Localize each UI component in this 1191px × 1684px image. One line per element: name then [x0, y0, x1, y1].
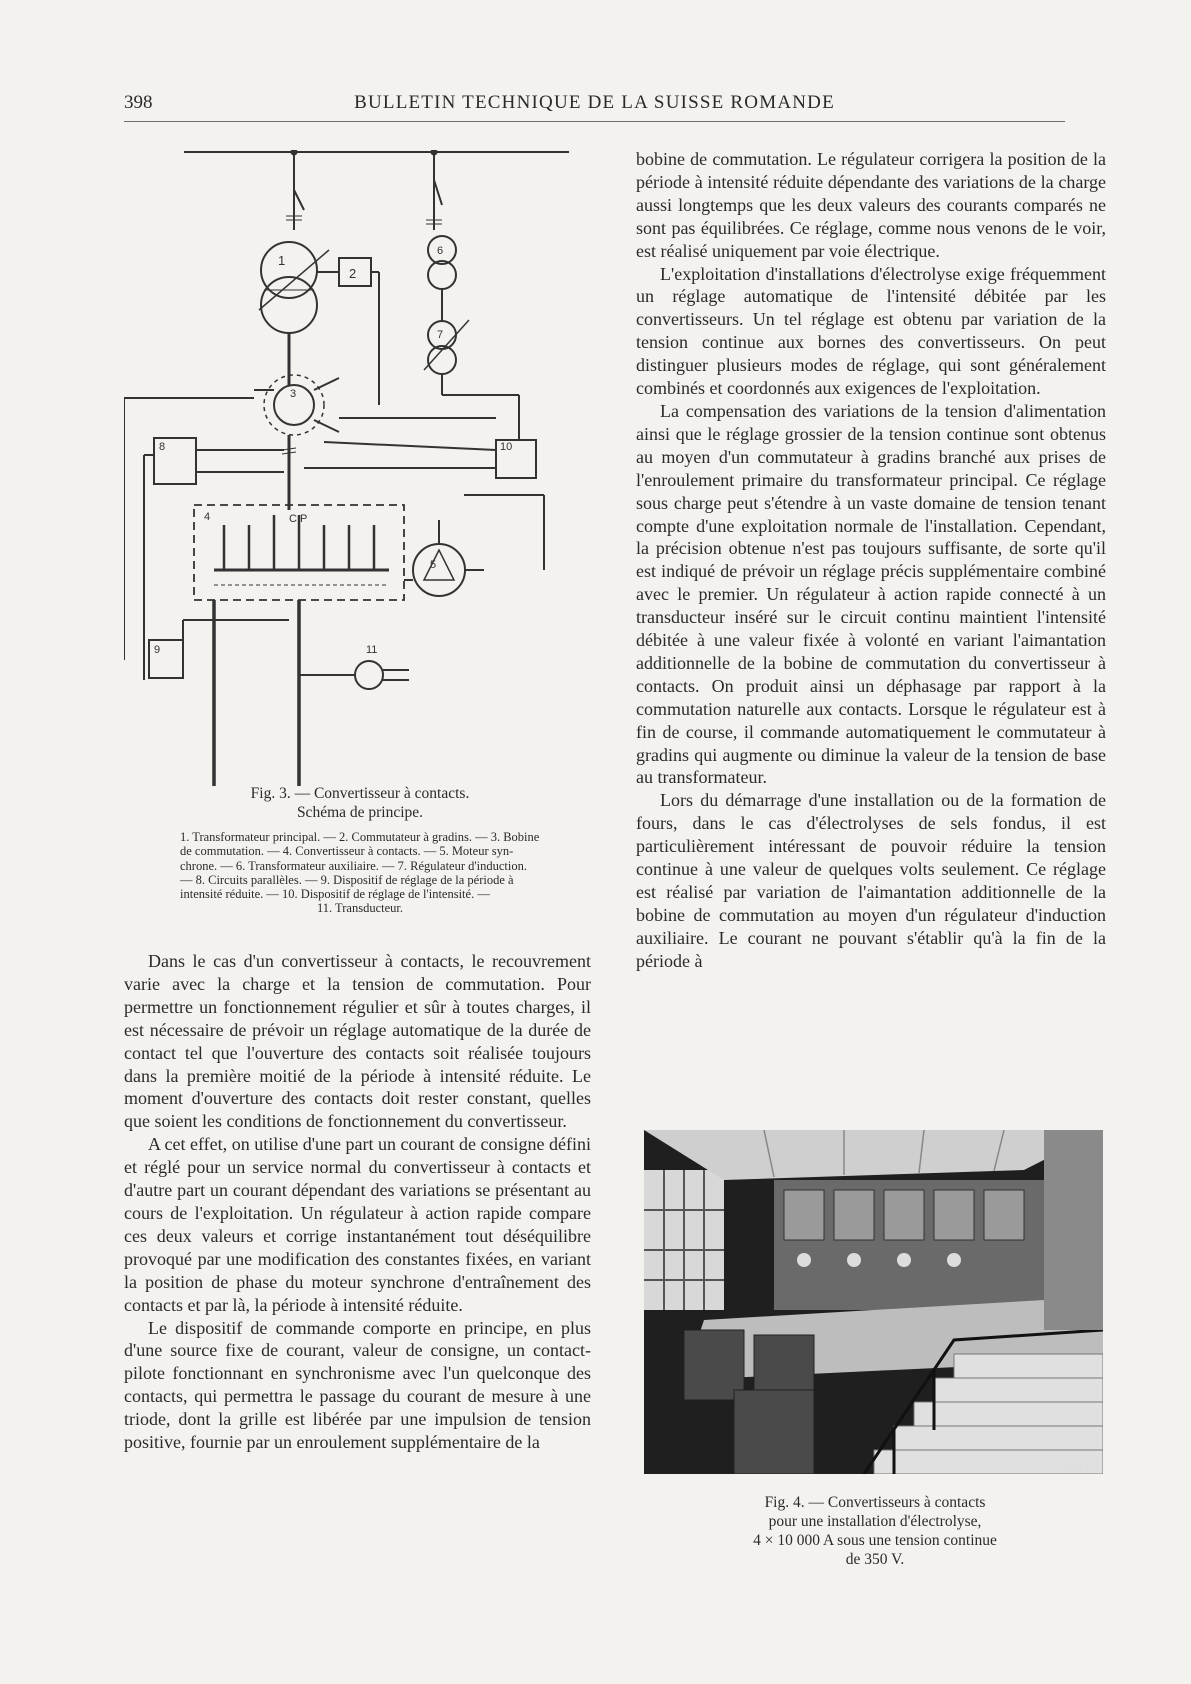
label-3: 3: [290, 388, 297, 400]
fig3-caption-line2: Schéma de principe.: [296, 804, 424, 821]
label-4: 4: [204, 511, 211, 523]
right-column-text: [636, 148, 1106, 973]
page-number: 398: [124, 92, 153, 113]
paragraph: bobine de commutation. Le régulateur corrigera la position de la période à intensité réduite dépendante des variations de la charge aussi longtemps que les deux valeurs des courants comparés ne sont pas équilibrées. Ce réglage, comme nous venons de le voir, est réalisé uniquement par voie électrique.: [636, 149, 1106, 261]
fig3-legend-line: — 8. Circuits parallèles. — 9. Dispositif de réglage de la période à: [180, 872, 514, 887]
label-2: 2: [349, 266, 357, 281]
fig3-legend-line: intensité réduite. — 10. Dispositif de réglage de l'intensité. —: [180, 887, 490, 902]
label-6: 6: [437, 245, 444, 257]
header-rule: [124, 121, 1065, 122]
label-8: 8: [159, 441, 166, 453]
fig3-legend-line: 11. Transducteur.: [317, 901, 403, 916]
fig3-legend-line: 1. Transformateur principal. — 2. Commutateur à gradins. — 3. Bobine: [180, 830, 540, 844]
label-5: 5: [430, 559, 437, 571]
fig4-caption-line: de 350 V.: [845, 1551, 905, 1568]
paragraph: A cet effet, on utilise d'une part un courant de consigne défini et réglé pour un service normal du convertisseur à contacts et d'autre part un courant dépendant des variations se présentant au cours de l'exploitation. Un régulateur à action rapide compare ces deux valeurs et corrige instantanément tout déséquilibre provoqué par une modification des constantes fixées, en variant la position de phase du moteur synchrone d'entraînement des contacts et par là, la période à intensité réduite.: [124, 1134, 591, 1315]
fig3-legend-line: chrone. — 6. Transformateur auxiliaire. — 7. Régulateur d'induction.: [180, 858, 527, 873]
paragraph: L'exploitation d'installations d'électrolyse exige fréquemment un réglage automatique de l'intensité débitée par les convertisseurs. Un tel réglage est obtenu par variation de la tension continue aux bornes des convertisseurs. On peut distinguer plusieurs modes de réglage, qui sont généralement combinés et coordonnés aux exigences de l'exploitation.: [636, 263, 1106, 399]
label-1: 1: [278, 253, 286, 268]
fig4-caption-line: pour une installation d'électrolyse,: [768, 1513, 982, 1530]
fig3-caption-line1: Fig. 3. — Convertisseur à contacts.: [250, 785, 470, 802]
fig3-schematic: [124, 150, 594, 786]
fig3-legend: [180, 830, 540, 916]
paragraph: Le dispositif de commande comporte en principe, en plus d'une source fixe de courant, valeur de consigne, un contact-pilote fonctionnant en synchronisme avec l'un quelconque des contacts, qui permettra le passage du courant de mesure à une triode, dont la grille est libérée par une impulsion de tension positive, fournie par un enroulement supplémentaire de la: [124, 1317, 591, 1453]
fig3-caption: [180, 784, 540, 822]
paragraph: Lors du démarrage d'une installation ou de la formation de fours, dans le cas d'électrolyses de sels fondus, il est particulièrement intéressant de pouvoir réduire la tension continue à une valeur de quelques volts seulement. Ce réglage est réalisé par variation de l'aimantation additionnelle de la bobine de commutation au moyen d'un régulateur d'induction auxiliaire. Le courant ne pouvant s'établir qu'à la fin de la période à: [636, 790, 1106, 971]
paragraph: Dans le cas d'un convertisseur à contacts, le recouvrement varie avec la charge et la tension de commutation. Pour permettre un fonctionnement régulier et sûr à toutes charges, il est nécessaire de prévoir un réglage automatique de la durée de contact tel que l'ouverture des contacts soit réalisée toujours dans la première moitié de la période à intensité réduite. Le moment d'ouverture des contacts doit rester constant, quelles que soient les conditions de fonctionnement du convertisseur.: [124, 951, 591, 1132]
motor-5: [413, 544, 465, 596]
label-9: 9: [154, 644, 161, 656]
journal-title: BULLETIN TECHNIQUE DE LA SUISSE ROMANDE: [354, 92, 835, 113]
fig4-photo: [644, 1130, 1103, 1474]
label-7: 7: [437, 329, 444, 341]
fig4-caption-line: Fig. 4. — Convertisseurs à contacts: [764, 1494, 986, 1511]
photo-number: 85424: [1064, 1462, 1090, 1472]
label-cp: C P: [289, 513, 308, 525]
label-11: 11: [366, 644, 378, 656]
left-column-text: [124, 950, 591, 1454]
fig4-caption-line: 4 × 10 000 A sous une tension continue: [753, 1532, 997, 1549]
transducer-11: [355, 661, 383, 689]
label-10: 10: [500, 441, 513, 453]
paragraph: La compensation des variations de la tension d'alimentation ainsi que le réglage grossier de la tension continue sont obtenus au moyen d'un commutateur à gradins branché aux prises de l'enroulement primaire du transformateur principal. Ce réglage sous charge peut s'étendre à un vaste domaine de tension tenant compte d'une exploitation normale de l'installation. Cependant, la précision obtenue n'est pas toujours suffisante, de sorte qu'il est indiqué de prévoir un réglage précis supplémentaire combiné avec le premier. Un régulateur à action rapide connecté à un transducteur inséré sur le circuit continu maintient l'intensité débitée à une valeur fixée à volonté en variant l'aimantation additionnelle de la bobine de commutation du convertisseur à contacts. On produit ainsi un déphasage par rapport à la commutation naturelle aux contacts. Lorsque le régulateur est à fin de course, il commande automatiquement le commutateur à gradins qui augmente ou diminue la valeur de la tension de base au transformateur.: [636, 400, 1106, 788]
fig4-caption: [660, 1493, 1090, 1569]
page-header: [124, 92, 1065, 122]
fig3-legend-line: de commutation. — 4. Convertisseur à contacts. — 5. Moteur syn-: [180, 844, 514, 859]
